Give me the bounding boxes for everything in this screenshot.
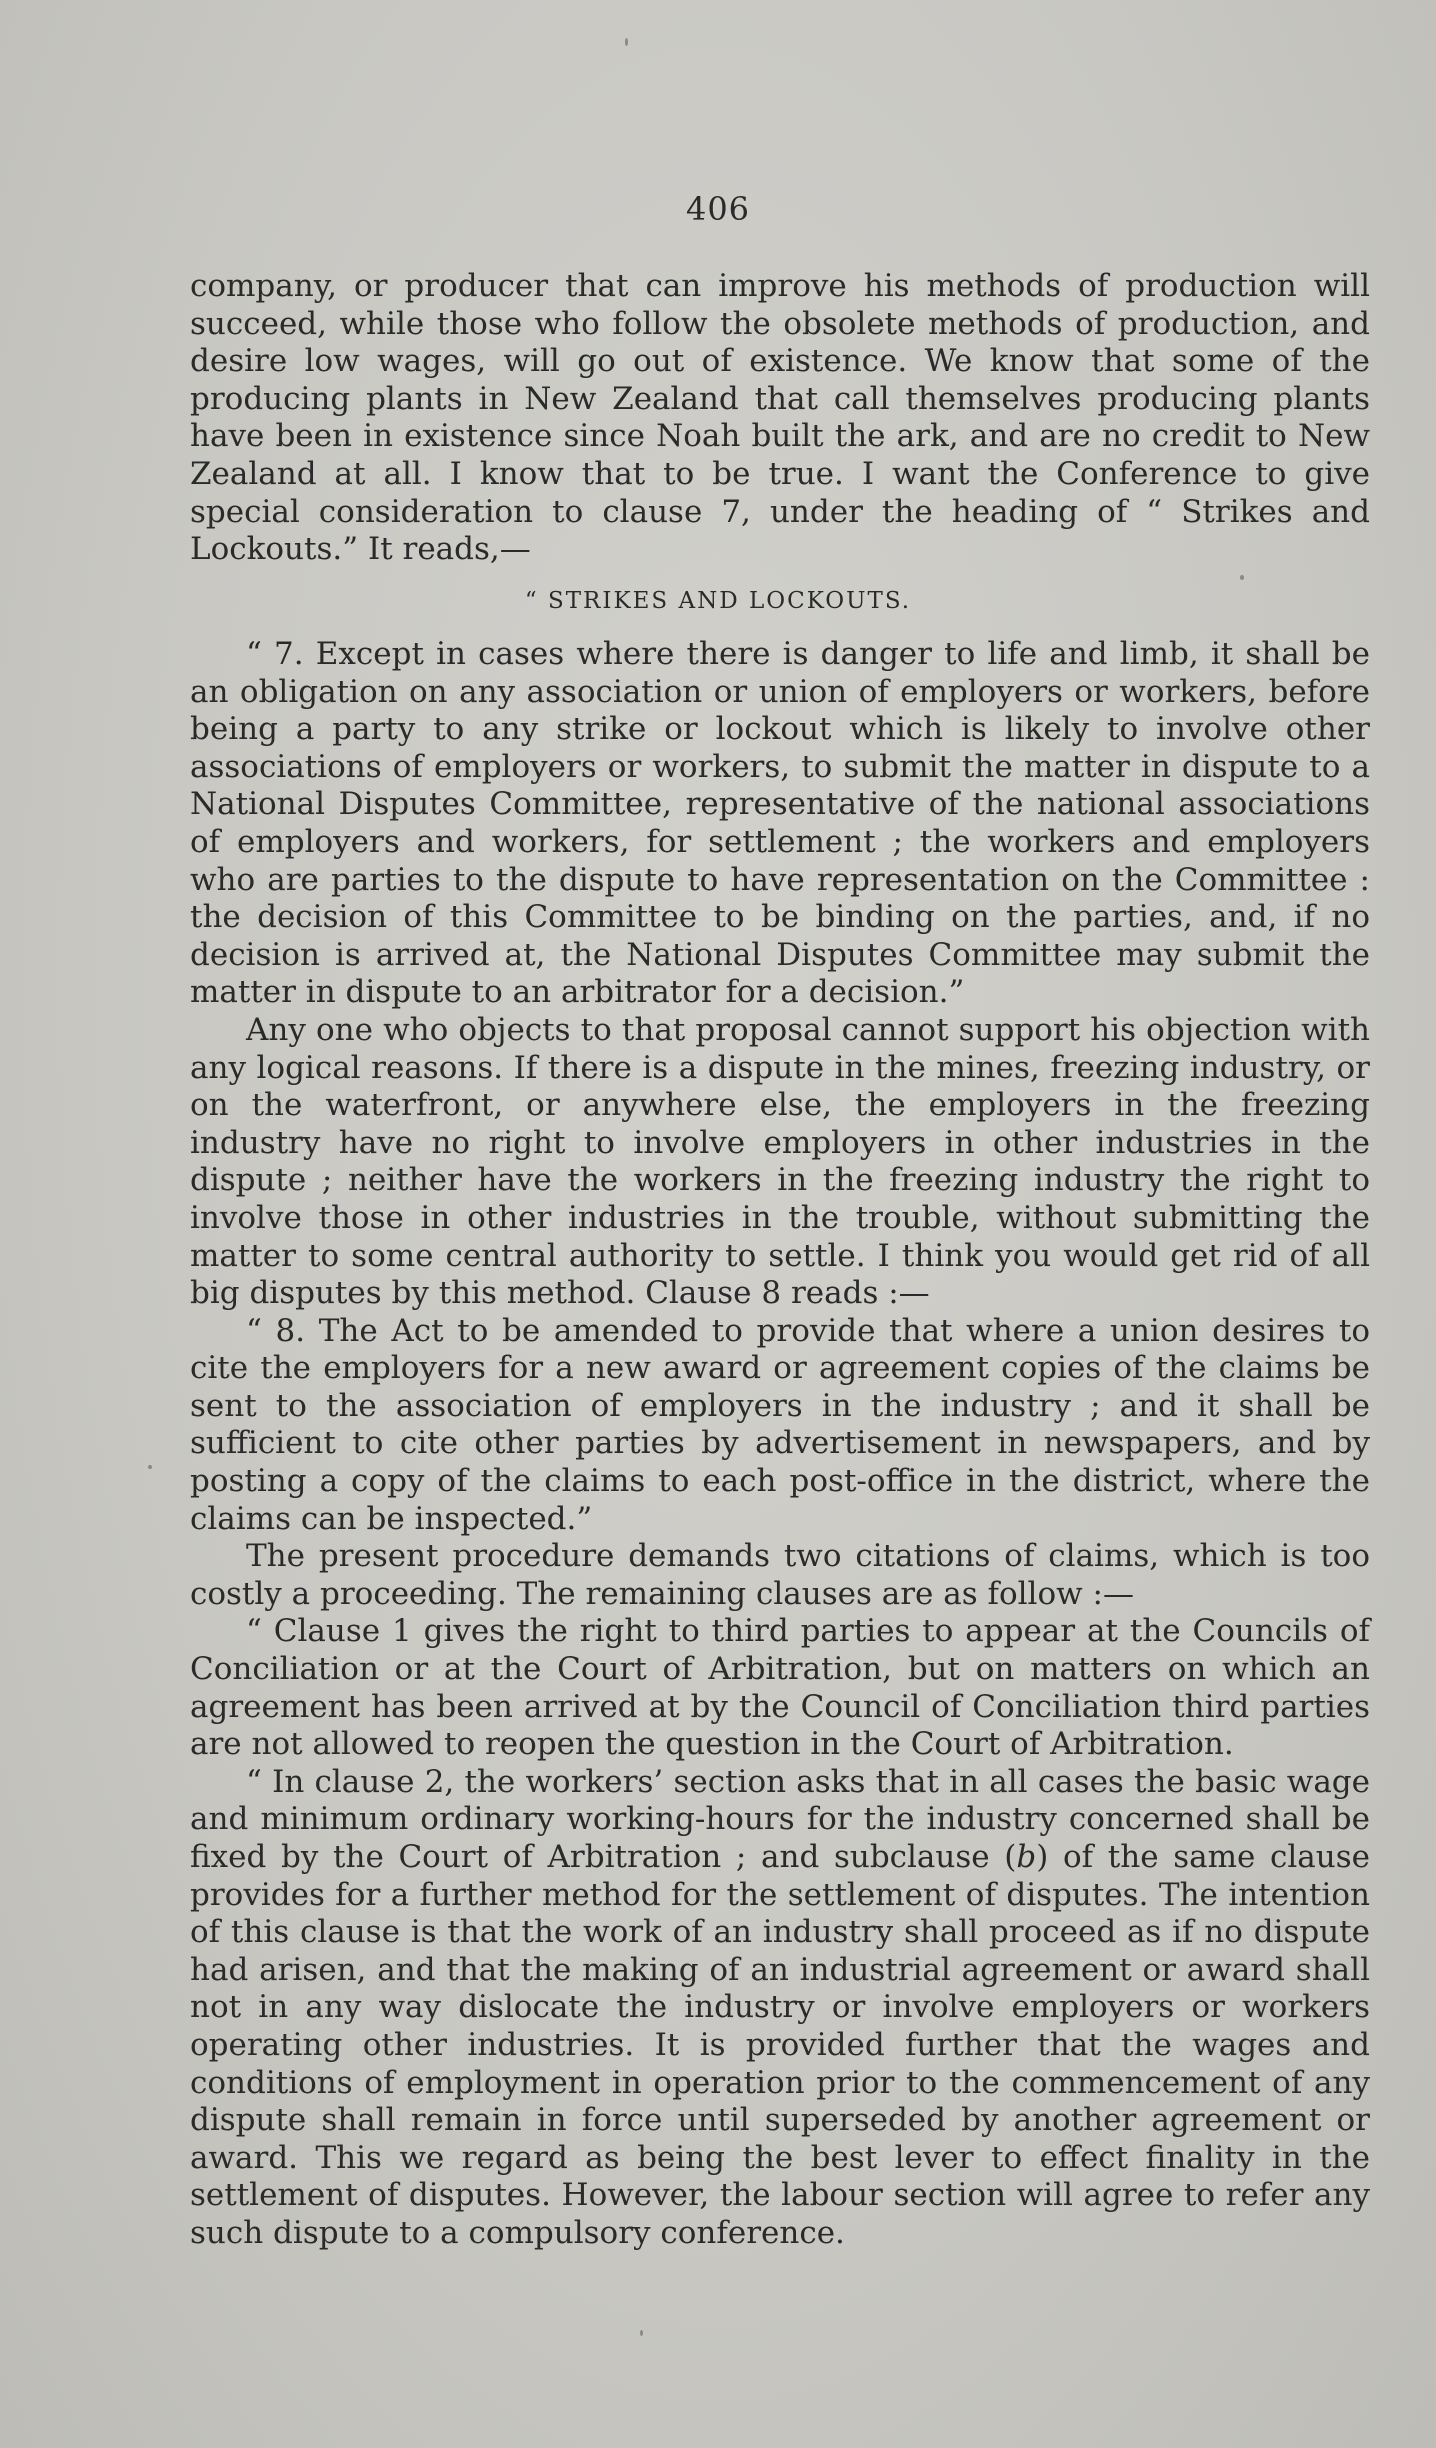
body-text-top [190,268,1370,569]
clause-7-paragraph: “ 7. Except in cases where there is danger to life and limb, it shall be an obligation on any association or union of employers or workers, before being a party to any strike or lockout which is likely to involve other associations of employers or workers, to submit the matter in dispute to a National Disputes Committee, representative of the national associations of employers and workers, for settlement ; the workers and employers who are parties to the dispute to have representation on the Committee : the decision of this Committee to be binding on the parties, and, if no decision is arrived at, the National Disputes Committee may submit the matter in dispute to an arbitrator for a decision.” [190,636,1370,1011]
clause-8-paragraph: “ 8. The Act to be amended to provide that where a union desires to cite the employers for a new award or agreement copies of the claims be sent to the association of employers in the industry ; and it shall be sufficient to cite other parties by advertisement in newspapers, and by posting a copy of the claims to each post-office in the district, where the claims can be inspected.” [190,1312,1370,1537]
clause-2-paragraph [190,1764,1370,2253]
section-heading: “ STRIKES AND LOCKOUTS. [524,588,912,614]
paper-speck [625,38,628,46]
clause-7-commentary: Any one who objects to that proposal cannot support his objection with any logical reasons. If there is a dispute in the mines, freezing industry, or on the waterfront, or anywhere else, the employers in the freezing industry have no right to involve employers in other industries in the dispute ; neither have the workers in the freezing industry the right to involve those in other industries in the trouble, without submitting the matter to some central authority to settle. I think you would get rid of all big disputes by this method. Clause 8 reads :— [190,1011,1370,1312]
clause-2-text-start: “ In clause 2, the workers’ section asks that in all cases the basic wage and minimum ordinary working-hours for the industry concerned shall be fixed by the Court of Arbitration ; and subclause ( [190,1763,1370,1875]
body-text-main [190,636,1370,2253]
paper-speck [148,1465,152,1469]
paper-speck [640,2330,643,2336]
intro-paragraph: company, or producer that can improve his methods of production will succeed, while those who follow the obsolete methods of production, and desire low wages, will go out of existence. We know that some of the producing plants in New Zealand that call themselves producing plants have been in existence since Noah built the ark, and are no credit to New Zealand at all. I know that to be true. I want the Conference to give special consideration to clause 7, under the heading of “ Strikes and Lockouts.” It reads,— [190,268,1370,568]
paper-speck [1240,575,1244,580]
page-number: 406 [685,190,751,228]
subclause-letter: b [1016,1839,1037,1875]
clause-1-paragraph: “ Clause 1 gives the right to third parties to appear at the Councils of Conciliation or at the Court of Arbitration, but on matters on which an agreement has been arrived at by the Council of Conciliation third parties are not allowed to reopen the question in the Court of Arbitration. [190,1613,1370,1763]
clause-2-text-end: ) of the same clause provides for a further method for the settlement of disputes. The intention of this clause is that the work of an industry shall proceed as if no dispute had arisen, and that the making of an industrial agreement or award shall not in any way dislocate the industry or involve employers or workers operating other industries. It is provided further that the wages and conditions of employment in operation prior to the commencement of any dispute shall remain in force until superseded by another agreement or award. This we regard as being the best lever to effect finality in the settlement of disputes. However, the labour section will agree to refer any such dispute to a compulsory conference. [190,1839,1370,2251]
clause-8-commentary: The present procedure demands two citations of claims, which is too costly a proceeding. The remaining clauses are as follow :— [190,1538,1370,1612]
